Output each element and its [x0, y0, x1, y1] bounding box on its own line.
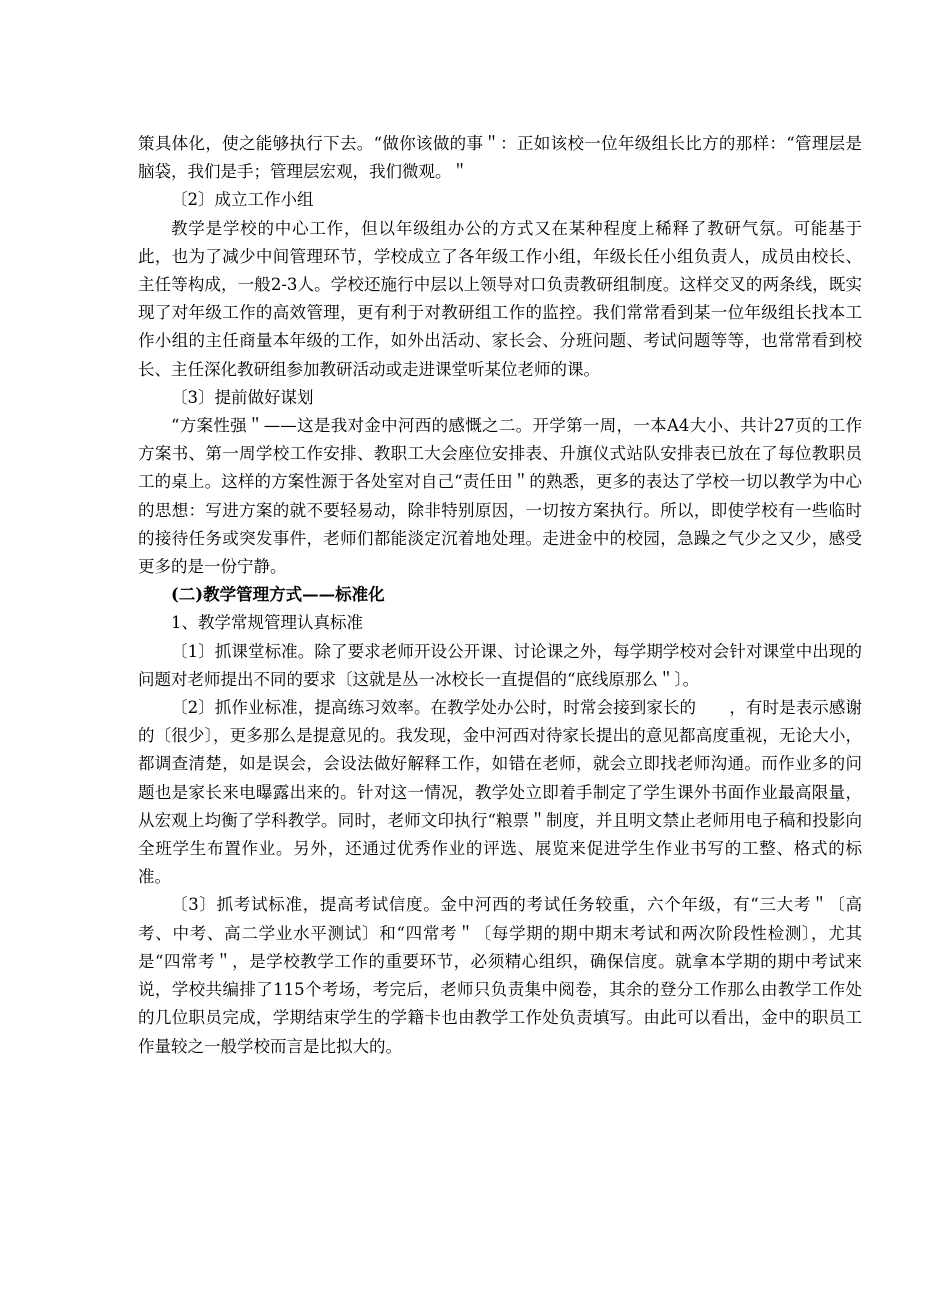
heading-planning: 〔3〕提前做好谋划: [171, 387, 314, 407]
paragraph-planning: “方案性强＂——这是我对金中河西的感慨之二。开学第一周，一本A4大小、共计27页的工作方案书、第一周学校工作安排、教职工大会座位安排表、升旗仪式站队安排表已放在了每位教职员工的桌上。这样的方案性源于各处室对自己“责任田＂的熟悉，更多的表达了学校一切以教学为中心的思想：写进方案的就不要轻易动，除非特别原因，一切按方案执行。所以，即使学校有一些临时的接待任务或突发事件，老师们都能淡定沉着地处理。走进金中的校园，急躁之气少之又少，感受更多的是一份宁静。: [138, 416, 862, 577]
heading-working-group: 〔2〕成立工作小组: [171, 190, 314, 210]
paragraph-homework-standard: 〔2〕抓作业标准，提高练习效率。在教学处办公时，时常会接到家长的 ，有时是表示感谢的〔很少〕，更多那么是提意见的。我发现，金中河西对待家长提出的意见都高度重视，无论大小，都调查清楚，如是误会，会设法做好解释工作，如错在老师，就会立即找老师沟通。而作业多的问题也是家长来电曝露出来的。针对这一情况，教学处立即着手制定了学生课外书面作业最高限量，从宏观上均衡了学科教学。同时，老师文印执行“粮票＂制度，并且明文禁止老师用电子稿和投影向全班学生布置作业。另外，还通过优秀作业的评选、展览来促进学生作业书写的工整、格式的标准。: [138, 698, 862, 887]
section-heading-teaching-management: (二)教学管理方式——标准化: [171, 585, 385, 605]
document-body: [138, 130, 862, 1061]
paragraph-classroom-standard: 〔1〕抓课堂标准。除了要求老师开设公开课、讨论课之外，每学期学校对会针对课堂中出现的问题对老师提出不同的要求〔这就是丛一冰校长一直提倡的“底线原那么＂〕。: [138, 641, 862, 689]
paragraph-policy-continuation: 策具体化，使之能够执行下去。“做你该做的事＂：正如该校一位年级组长比方的那样：“管理层是脑袋，我们是手；管理层宏观，我们微观。＂: [138, 134, 862, 182]
subheading-routine-management: 1、教学常规管理认真标准: [171, 613, 363, 633]
paragraph-exam-standard: 〔3〕抓考试标准，提高考试信度。金中河西的考试任务较重，六个年级，有“三大考＂〔高考、中考、高二学业水平测试〕和“四常考＂〔每学期的期中期末考试和两次阶段性检测〕，尤其是“四常考＂，是学校教学工作的重要环节，必须精心组织，确保信度。就拿本学期的期中考试来说，学校共编排了115个考场，考完后，老师只负责集中阅卷，其余的登分工作那么由教学工作处的几位职员完成，学期结束学生的学籍卡也由教学工作处负责填写。由此可以看出，金中的职员工作量较之一般学校而言是比拟大的。: [138, 895, 862, 1056]
paragraph-working-group: 教学是学校的中心工作，但以年级组办公的方式又在某种程度上稀释了教研气氛。可能基于此，也为了减少中间管理环节，学校成立了各年级工作小组，年级长任小组负责人，成员由校长、主任等构成，一般2-3人。学校还施行中层以上领导对口负责教研组制度。这样交叉的两条线，既实现了对年级工作的高效管理，更有利于对教研组工作的监控。我们常常看到某一位年级组长找本工作小组的主任商量本年级的工作，如外出活动、家长会、分班问题、考试问题等等，也常常看到校长、主任深化教研组参加教研活动或走进课堂听某位老师的课。: [138, 218, 862, 379]
